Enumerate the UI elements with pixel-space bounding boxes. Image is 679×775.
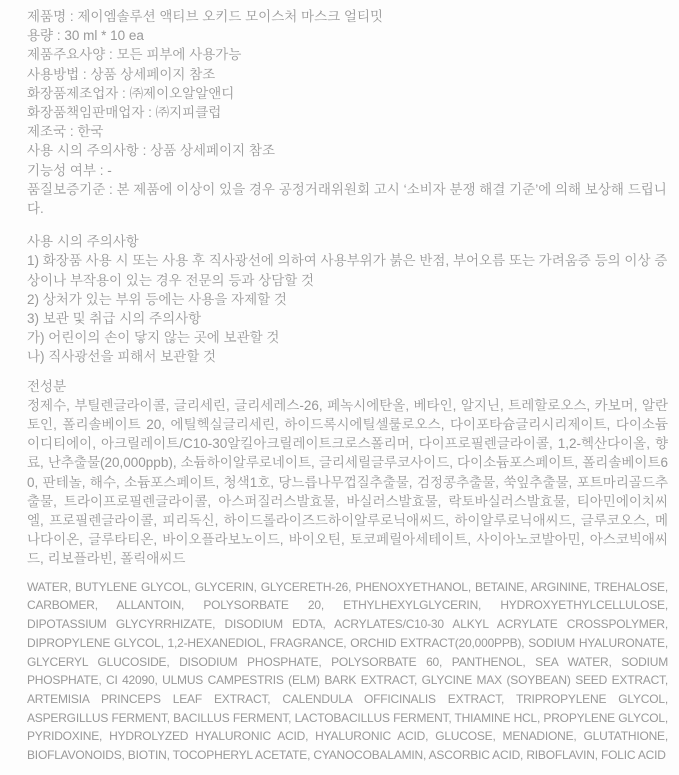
ingredients-english-paragraph: WATER, BUTYLENE GLYCOL, GLYCERIN, GLYCERETH-26, PHENOXYETHANOL, BETAINE, ARGININE, TREHALOSE, CARBOMER, ALLANTOIN, POLYSORBATE 20, ETHYLHEXYLGLYCERIN, HYDROXYETHYLCELLULOSE, DIPOTASSIUM GLYCYRRHIZATE, DISODIUM EDTA, ACRYLATES/C10-30 ALKYL ACRYLATE CROSSPOLYMER, DIPROPYLENE GLYCOL, 1,2-HEXANEDIOL, FRAGRANCE, ORCHID EXTRACT(20,000PPB), SODIUM HYALURONATE, GLYCERYL GLUCOSIDE, DISODIUM PHOSPHATE, POLYSORBATE 60, PANTHENOL, SEA WATER, SODIUM PHOSPHATE, CI 42090, ULMUS CAMPESTRIS (ELM) BARK EXTRACT, GLYCINE MAX (SOYBEAN) SEED EXTRACT, ARTEMISIA PRINCEPS LEAF EXTRACT, CALENDULA OFFICINALIS EXTRACT, TRIPROPYLENE GLYCOL, ASPERGILLUS FERMENT, BACILLUS FERMENT, LACTOBACILLUS FERMENT, THIAMINE HCL, PROPYLENE GLYCOL, PYRIDOXINE, HYDROLYZED HYALURONIC ACID, HYALURONIC ACID, GLUCOSE, MENADIONE, GLUTATHIONE, BIOFLAVONOIDS, BIOTIN, TOCOPHERYL ACETATE, CYANOCOBALAMIN, ASCORBIC ACID, RIBOFLAVIN, FOLIC ACID	[27, 579, 668, 763]
row-value: 모든 피부에 사용가능	[116, 47, 242, 63]
caution-item-3b: 나) 직사광선을 피해서 보관할 것	[27, 349, 217, 365]
row-distributor	[27, 103, 668, 122]
row-product-name	[27, 7, 668, 26]
row-label: 제품주요사양	[27, 47, 106, 63]
row-separator: :	[66, 9, 78, 24]
row-functional-status	[27, 161, 668, 180]
row-label: 제조국	[27, 124, 67, 140]
row-value: 제이엠솔루션 액티브 오키드 모이스처 마스크 얼티밋	[77, 9, 384, 24]
row-value: -	[107, 162, 112, 178]
row-country-of-origin	[27, 122, 668, 141]
row-separator: :	[95, 162, 108, 178]
row-label: 화장품제조업자	[27, 85, 119, 101]
row-value: ㈜제이오알알앤디	[129, 85, 235, 101]
caution-item-2: 2) 상처가 있는 부위 등에는 사용을 자제할 것	[27, 291, 287, 307]
product-summary-section	[27, 7, 668, 218]
ingredients-title: 전성분	[27, 378, 67, 394]
row-usage-method	[27, 65, 668, 84]
row-separator: :	[118, 85, 130, 101]
ingredients-section	[27, 377, 668, 765]
ingredients-korean-paragraph: 정제수, 부틸렌글라이콜, 글리세린, 글리세레스-26, 페녹시에탄올, 베타인, 알지닌, 트레할로오스, 카보머, 알란토인, 폴리솔베이트 20, 에틸헥실글리세린, 하이드록시에틸셀룰로오스, 다이포타슘글리시리제이트, 다이소듐이디티에이, 아크릴레이트/C10-30알킬아크릴레이트크로스폴리머, 다이프로필렌글라이콜, 1,2-헥산다이올, 향료, 난추출물(20,000ppb), 소듐하이알루로네이트, 글리세릴글루코사이드, 다이소듐포스페이트, 폴리솔베이트60, 판테놀, 해수, 소듐포스페이트, 청색1호, 당느릅나무껍질추출물, 검정콩추출물, 쑥잎추출물, 포트마리골드추출물, 트라이프로필렌글라이콜, 아스퍼질러스발효물, 바실러스발효물, 락토바실러스발효물, 티아민에이치씨엘, 프로필렌글라이콜, 피리독신, 하이드롤라이즈드하이알루로닉애씨드, 하이알루로닉애씨드, 글루코오스, 메나다이온, 글루타티온, 바이오플라보노이드, 바이오틴, 토코페릴아세테이트, 사이아노코발아민, 아스코빅애씨드, 리보플라빈, 폴릭애씨드	[27, 397, 668, 567]
caution-item-3: 3) 보관 및 취급 시의 주의사항	[27, 311, 202, 327]
row-value: 상품 상세페이지 참조	[150, 143, 275, 159]
row-separator: :	[105, 181, 117, 197]
row-separator: :	[79, 66, 91, 82]
row-separator: :	[53, 28, 65, 44]
row-main-specs	[27, 45, 668, 64]
row-volume	[27, 26, 668, 45]
usage-caution-title: 사용 시의 주의사항	[27, 234, 139, 250]
row-label: 사용 시의 주의사항	[27, 143, 139, 159]
row-label: 제품명	[27, 9, 67, 24]
row-separator: :	[105, 47, 117, 63]
row-label: 품질보증기준	[27, 181, 106, 197]
row-caution-reference	[27, 141, 668, 160]
row-label: 기능성 여부	[27, 162, 96, 178]
caution-item-1: 1) 화장품 사용 시 또는 사용 후 직사광선에 의하여 사용부위가 붉은 반점, 부어오름 또는 가려움증 등의 이상 증상이나 부작용이 있는 경우 전문의 등과 상담할 것	[27, 253, 668, 288]
row-quality-guarantee	[27, 180, 668, 218]
row-value: 30 ml * 10 ea	[64, 28, 144, 44]
row-separator: :	[138, 143, 151, 159]
product-info-document	[27, 7, 668, 765]
caution-item-3a: 가) 어린이의 손이 닿지 않는 곳에 보관할 것	[27, 330, 280, 346]
row-separator: :	[66, 124, 78, 140]
row-label: 화장품책임판매업자	[27, 105, 145, 121]
row-label: 사용방법	[27, 66, 80, 82]
row-separator: :	[144, 105, 156, 121]
row-value: 한국	[77, 124, 104, 140]
row-label: 용량	[27, 28, 54, 44]
row-value: ㈜지피클럽	[155, 105, 222, 121]
usage-caution-section	[27, 232, 668, 366]
row-manufacturer	[27, 84, 668, 103]
row-value: 상품 상세페이지 참조	[90, 66, 216, 82]
row-value: 본 제품에 이상이 있을 경우 공정거래위원회 고시 ‘소비자 분쟁 해결 기준’에 의해 보상해 드립니다.	[27, 181, 667, 217]
